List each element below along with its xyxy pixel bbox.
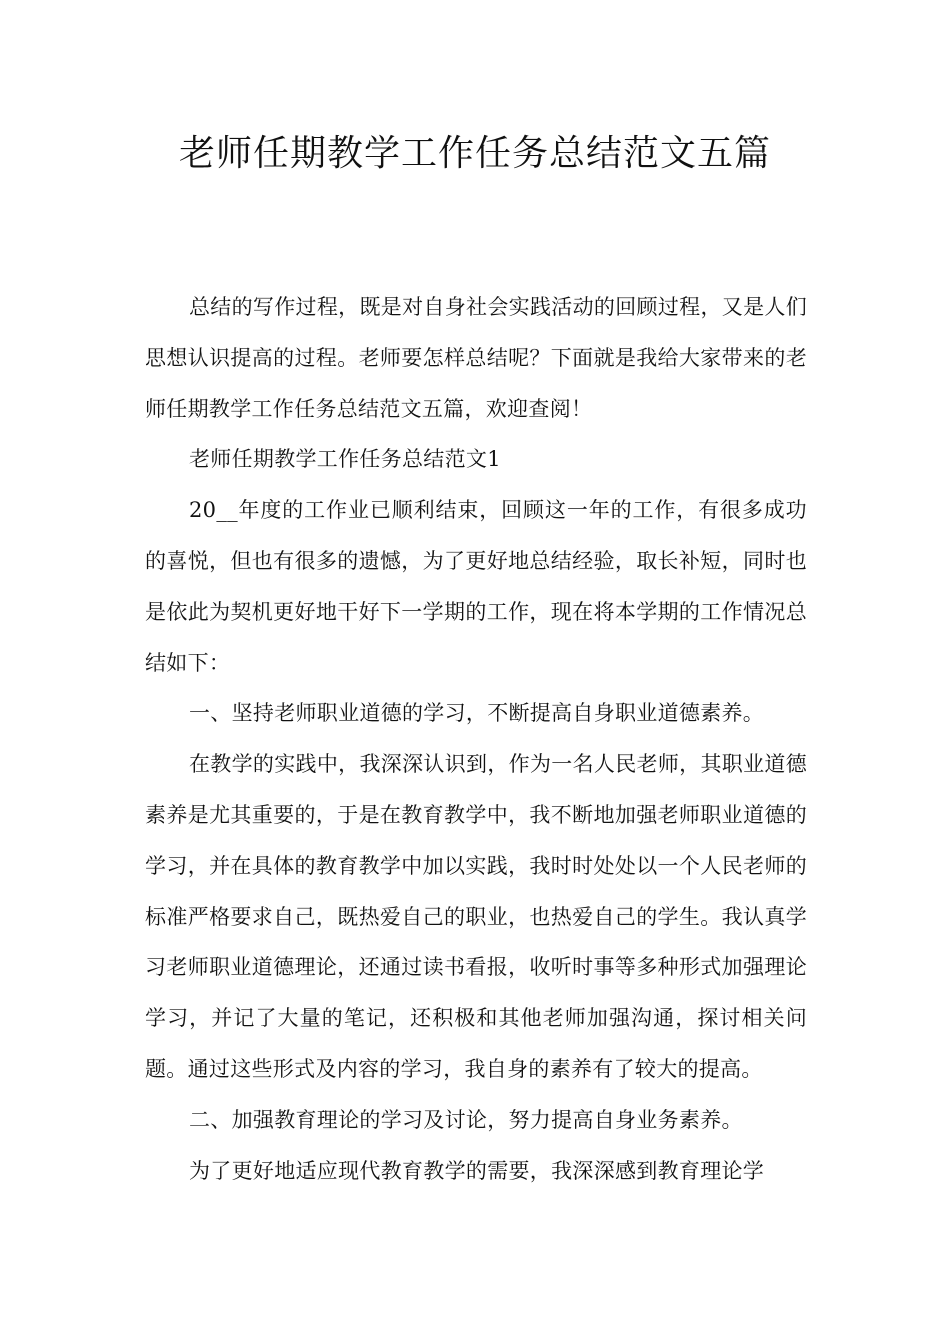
body-paragraph: 在教学的实践中，我深深认识到，作为一名人民老师，其职业道德素养是尤其重要的，于是在教育教学中，我不断地加强老师职业道德的学习，并在具体的教育教学中加以实践，我时时处处以一个人民老师的标准严格要求自己，既热爱自己的职业，也热爱自己的学生。我认真学习老师职业道德理论，还通过读书看报，收听时事等多种形式加强理论学习，并记了大量的笔记，还积极和其他老师加强沟通，探讨相关问题。通过这些形式及内容的学习，我自身的素养有了较大的提高。 bbox=[145, 752, 807, 1081]
intro-paragraph: 总结的写作过程，既是对自身社会实践活动的回顾过程，又是人们思想认识提高的过程。老师要怎样总结呢？下面就是我给大家带来的老师任期教学工作任务总结范文五篇，欢迎查阅！ bbox=[145, 295, 807, 421]
section-heading-1: 老师任期教学工作任务总结范文1 bbox=[189, 447, 501, 472]
body-paragraph: 为了更好地适应现代教育教学的需要，我深深感到教育理论学 bbox=[189, 1158, 765, 1183]
subheading-2: 二、加强教育理论的学习及讨论，努力提高自身业务素养。 bbox=[189, 1107, 743, 1132]
document-title: 老师任期教学工作任务总结范文五篇 bbox=[178, 133, 771, 174]
document-body bbox=[145, 282, 807, 1196]
body-paragraph: 20__年度的工作业已顺利结束，回顾这一年的工作，有很多成功的喜悦，但也有很多的遗憾，为了更好地总结经验，取长补短，同时也是依此为契机更好地干好下一学期的工作，现在将本学期的工作情况总结如下： bbox=[145, 498, 807, 675]
subheading-1: 一、坚持老师职业道德的学习，不断提高自身职业道德素养。 bbox=[189, 701, 765, 726]
